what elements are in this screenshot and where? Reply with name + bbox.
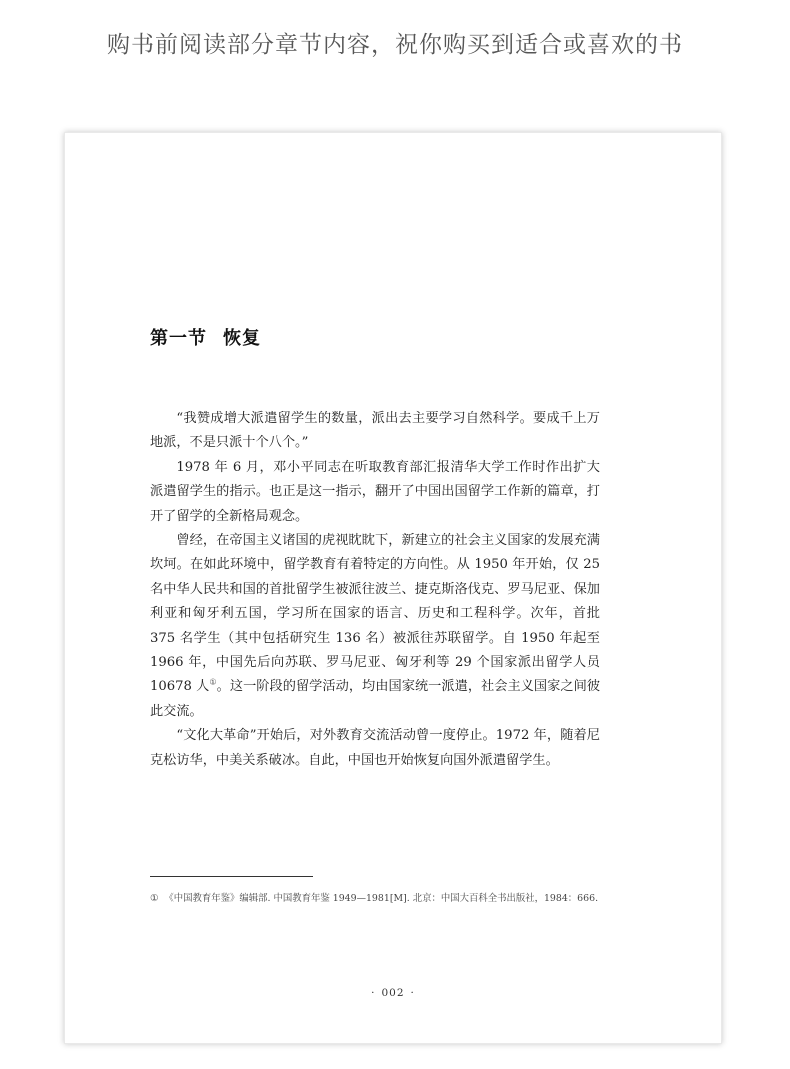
page-number xyxy=(65,987,721,999)
book-page xyxy=(64,132,722,1044)
section-title xyxy=(150,324,261,350)
paragraph-history-part2: 。这一阶段的留学活动，均由国家统一派遣，社会主义国家之间彼此交流。 xyxy=(150,679,601,719)
footnote-text: 《中国教育年鉴》编辑部. 中国教育年鉴 1949—1981[M]. 北京：中国大百科全书出版社，1984：666. xyxy=(164,893,599,904)
banner-text: 购书前阅读部分章节内容，祝你购买到适合或喜欢的书 xyxy=(107,32,683,58)
section-number: 第一节 xyxy=(150,328,207,349)
page-number-dot-left: · xyxy=(371,987,376,999)
paragraph-history-part1: 曾经，在帝国主义诸国的虎视眈眈下，新建立的社会主义国家的发展充满坎坷。在如此环境中，留学教育有着特定的方向性。从 1950 年开始，仅 25 名中华人民共和国的首批留学生被派往波兰、捷克斯洛伐克、罗马尼亚、保加利亚和匈牙利五国，学习所在国家的语言、历史和工程科学。次年，首批 375 名学生（其中包括研究生 136 名）被派往苏联留学。自 1950 年起至 1966 年，中国先后向苏联、罗马尼亚、匈牙利等 29 个国家派出留学人员 10678 人 xyxy=(150,533,600,695)
footnote xyxy=(150,889,600,909)
paragraph-1978: 1978 年 6 月，邓小平同志在听取教育部汇报清华大学工作时作出扩大派遣留学生的指示。也正是这一指示，翻开了中国出国留学工作新的篇章，打开了留学的全新格局观念。 xyxy=(150,459,600,524)
paragraph-cultural-revolution: “文化大革命”开始后，对外教育交流活动曾一度停止。1972 年，随着尼克松访华，中美关系破冰。自此，中国也开始恢复向国外派遣留学生。 xyxy=(150,728,600,768)
footnote-number: ① xyxy=(150,893,159,904)
paragraph-history xyxy=(150,529,600,724)
section-heading: 恢复 xyxy=(223,328,261,349)
footnote-reference[interactable]: ① xyxy=(209,678,217,688)
footnote-divider xyxy=(150,876,313,877)
body-text xyxy=(150,407,600,773)
page-number-value: 002 xyxy=(381,987,405,999)
paragraph-quote: “我赞成增大派遣留学生的数量，派出去主要学习自然科学。要成千上万地派，不是只派十个八个。” xyxy=(150,411,600,451)
page-number-dot-right: · xyxy=(410,987,415,999)
